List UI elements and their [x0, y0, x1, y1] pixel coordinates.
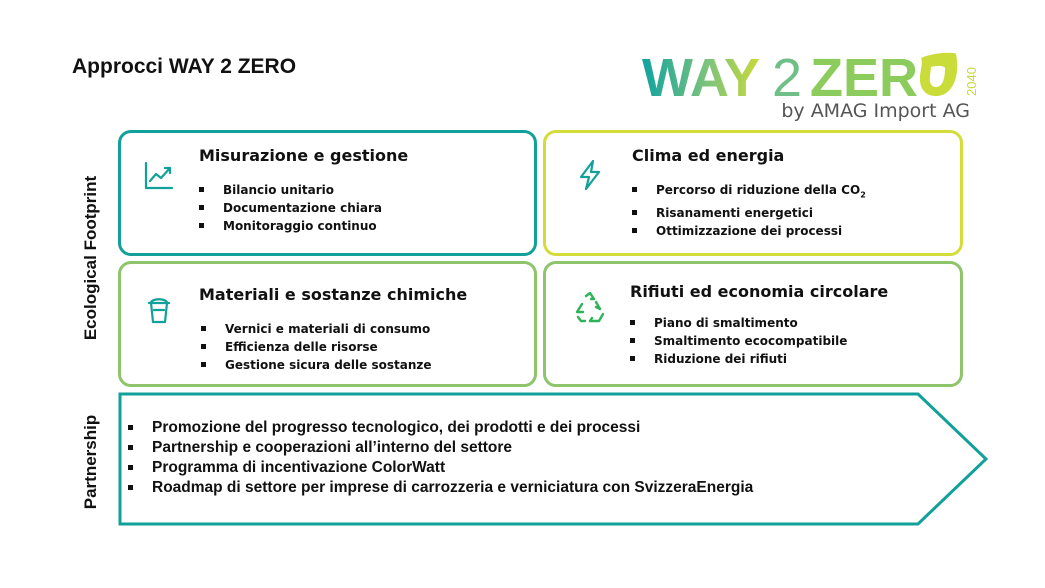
list-item: Efficienza delle risorse: [201, 338, 432, 356]
list-item: [632, 181, 866, 204]
list-item: Programma di incentivazione ColorWatt: [128, 458, 753, 478]
logo-number: 2: [772, 48, 803, 104]
card-clima: [543, 130, 963, 256]
card-misurazione: [118, 130, 537, 256]
card-list: [199, 181, 382, 235]
card-title: Clima ed energia: [632, 146, 785, 165]
logo-year: 2040: [964, 67, 979, 96]
list-item: Riduzione dei rifiuti: [630, 350, 847, 368]
card-title: Materiali e sostanze chimiche: [199, 285, 468, 304]
logo-word-way: WAY: [642, 48, 761, 104]
lightning-icon: [574, 159, 606, 191]
leaf-o-icon: [920, 53, 957, 96]
list-item: Gestione sicura delle sostanze: [201, 356, 432, 374]
list-item: Ottimizzazione dei processi: [632, 222, 866, 240]
card-rifiuti: [543, 261, 963, 387]
list-item: Smaltimento ecocompatibile: [630, 332, 847, 350]
list-item: Partnership e cooperazioni all’interno del settore: [128, 438, 753, 458]
co2-text: Percorso di riduzione della CO: [656, 183, 861, 197]
side-label-partnership: Partnership: [81, 414, 100, 510]
list-item: Monitoraggio continuo: [199, 217, 382, 235]
card-list: [630, 314, 847, 368]
logo-subtitle: by AMAG Import AG: [781, 100, 970, 122]
list-item: Bilancio unitario: [199, 181, 382, 199]
subscript-two: 2: [860, 190, 866, 200]
partnership-list: [128, 418, 753, 498]
side-label-ecological-footprint: Ecological Footprint: [81, 175, 100, 341]
way2zero-logo: [638, 44, 990, 126]
paint-bucket-icon: [143, 294, 175, 326]
list-item: Promozione del progresso tecnologico, dei prodotti e dei processi: [128, 418, 753, 438]
line-chart-icon: [143, 159, 175, 191]
card-materiali: [118, 261, 537, 387]
list-item: Documentazione chiara: [199, 199, 382, 217]
list-item: Vernici e materiali di consumo: [201, 320, 432, 338]
card-title: Rifiuti ed economia circolare: [630, 282, 889, 301]
list-item: Roadmap di settore per imprese di carrozzeria e verniciatura con SvizzeraEnergia: [128, 478, 753, 498]
card-title: Misurazione e gestione: [199, 146, 409, 165]
card-list: [632, 181, 866, 240]
logo-word-zer: ZER: [810, 48, 918, 104]
list-item: Piano di smaltimento: [630, 314, 847, 332]
page-title: Approcci WAY 2 ZERO: [72, 55, 297, 78]
card-list: [201, 320, 432, 374]
partnership-panel: [118, 392, 990, 526]
recycle-icon: [572, 290, 608, 326]
list-item: Risanamenti energetici: [632, 204, 866, 222]
